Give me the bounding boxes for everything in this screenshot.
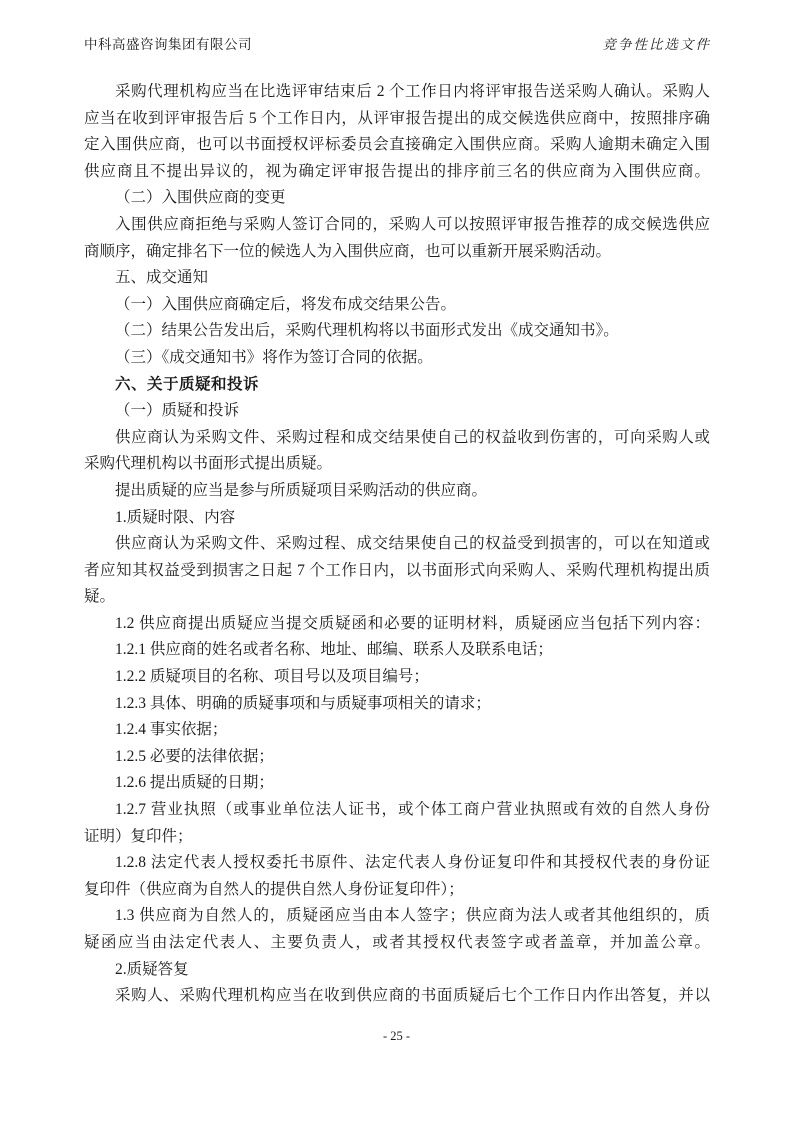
text-line: 五、成交通知 — [115, 269, 209, 287]
page-number: - 25 - — [382, 1029, 411, 1043]
text-line: 商顺序，确定排名下一位的候选人为入围供应商，也可以重新开展采购活动。 — [84, 242, 612, 260]
text-line: 1.2.8 法定代表人授权委托书原件、法定代表人身份证复印件和其授权代表的身份证 — [115, 854, 710, 872]
text-line: 复印件（供应商为自然人的提供自然人身份证复印件）； — [84, 880, 464, 898]
text-line: （二）结果公告发出后，采购代理机构将以书面形式发出《成交通知书》。 — [115, 322, 619, 340]
header-doc-type: 竞争性比选文件 — [602, 37, 711, 52]
text-line: 疑函应当由法定代表人、主要负责人，或者其授权代表签字或者盖章，并加盖公章。 — [84, 934, 710, 951]
text-line: 供应商认为采购文件、采购过程和成交结果使自己的权益收到伤害的，可向采购人或 — [115, 428, 710, 446]
text-line: 提出质疑的应当是参与所质疑项目采购活动的供应商。 — [115, 481, 488, 499]
text-line: 供应商认为采购文件、采购过程、成交结果使自己的权益受到损害的，可以在知道或 — [115, 535, 710, 553]
text-line: 1.2.7 营业执照（或事业单位法人证书，或个体工商户营业执照或有效的自然人身份 — [115, 801, 710, 819]
text-line: 者应知其权益受到损害之日起 7 个工作日内，以书面形式向采购人、采购代理机构提出质 — [84, 561, 710, 579]
text-line: （一）质疑和投诉 — [115, 402, 240, 420]
text-line: 供应商且不提出异议的，视为确定评审报告提出的排序前三名的供应商为入围供应商。 — [84, 162, 710, 180]
text-line: 采购代理机构应当在比选评审结束后 2 个工作日内将评审报告送采购人确认。采购人 — [115, 83, 710, 100]
text-line: （三）《成交通知书》将作为签订合同的依据。 — [115, 348, 433, 366]
text-line: 入围供应商拒绝与采购人签订合同的，采购人可以按照评审报告推荐的成交候选供应 — [115, 215, 710, 233]
text-line: 采购人、采购代理机构应当在收到供应商的书面质疑后七个工作日内作出答复，并以 — [115, 987, 710, 1005]
document-body — [84, 79, 710, 1010]
text-line: 证明）复印件； — [84, 827, 193, 845]
page-footer — [0, 1029, 793, 1044]
text-line: 采购代理机构以书面形式提出质疑。 — [84, 455, 333, 473]
text-line: 1.2.2 质疑项目的名称、项目号以及项目编号； — [115, 668, 429, 686]
text-line: 2.质疑答复 — [115, 960, 189, 978]
text-line: 1.3 供应商为自然人的，质疑函应当由本人签字；供应商为法人或者其他组织的，质 — [115, 907, 710, 925]
text-line: 应当在收到评审报告后 5 个工作日内，从评审报告提出的成交候选供应商中，按照排序确 — [84, 109, 710, 127]
text-line: 1.2.1 供应商的姓名或者名称、地址、邮编、联系人及联系电话； — [115, 641, 553, 659]
text-line: 1.2 供应商提出质疑应当提交质疑函和必要的证明材料，质疑函应当包括下列内容： — [115, 614, 710, 632]
text-line: 1.2.6 提出质疑的日期； — [115, 774, 274, 792]
text-line: （二）入围供应商的变更 — [115, 189, 286, 207]
page-header — [84, 33, 711, 53]
section-heading-line: 六、关于质疑和投诉 — [115, 375, 260, 393]
text-line: 1.2.5 必要的法律依据； — [115, 747, 274, 765]
header-company: 中科高盛咨询集团有限公司 — [84, 37, 252, 52]
text-line: 1.质疑时限、内容 — [115, 508, 236, 526]
text-line: 疑。 — [84, 588, 116, 606]
text-line: 1.2.3 具体、明确的质疑事项和与质疑事项相关的请求； — [115, 694, 491, 712]
text-line: 定入围供应商，也可以书面授权评标委员会直接确定入围供应商。采购人逾期未确定入围 — [84, 136, 710, 154]
text-line: 1.2.4 事实依据； — [115, 721, 228, 739]
text-line: （一）入围供应商确定后，将发布成交结果公告。 — [115, 295, 457, 313]
